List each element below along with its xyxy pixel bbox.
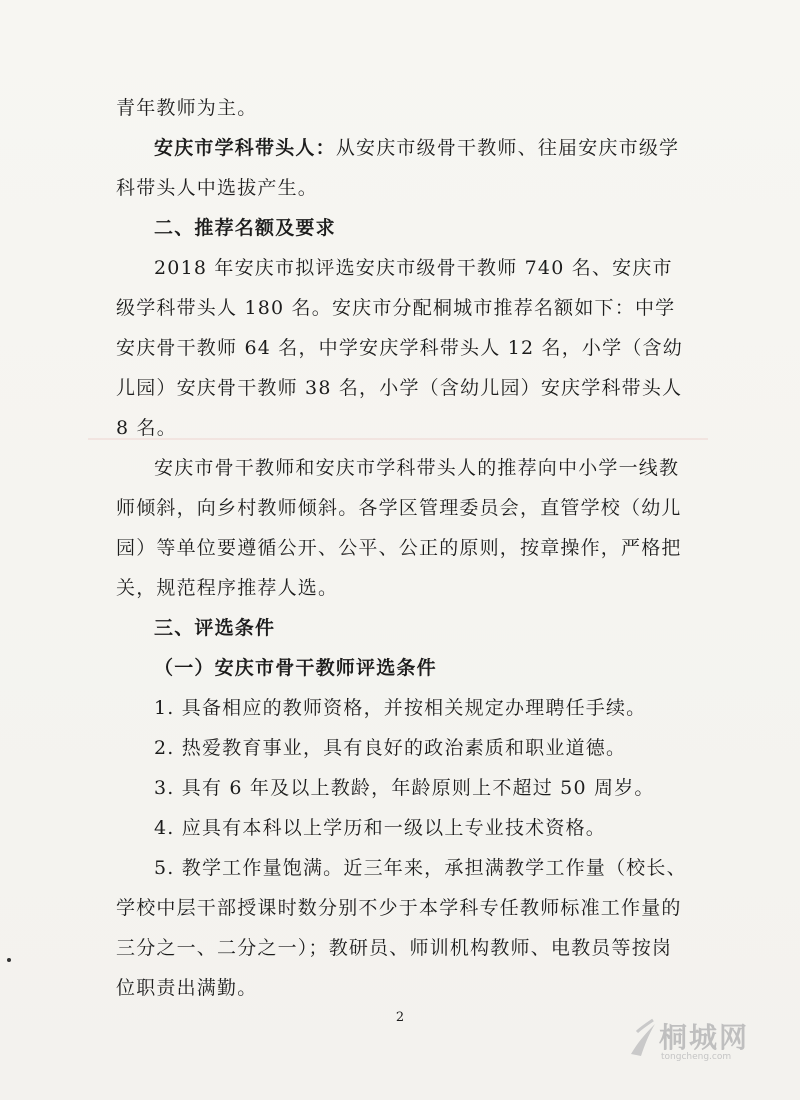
- paragraph-text: 从安庆市级骨干教师、往届安庆市级学科带头人中选拔产生。: [116, 137, 680, 199]
- paragraph: 2018 年安庆市拟评选安庆市级骨干教师 740 名、安庆市级学科带头人 180 名。安庆市分配桐城市推荐名额如下：中学安庆骨干教师 64 名，中学安庆学科带头人 12 名，小学（含幼儿园）安庆骨干教师 38 名，小学（含幼儿园）安庆学科带头人 8 名。: [116, 257, 683, 439]
- paragraph: [116, 128, 688, 208]
- logo-bird-icon: [627, 1014, 661, 1060]
- logo-wordmark: 桐城网: [659, 1021, 750, 1054]
- logo-domain: tongcheng.com: [661, 1052, 732, 1062]
- section-heading: 二、推荐名额及要求: [154, 217, 336, 239]
- subsection-heading: （一）安庆市骨干教师评选条件: [154, 657, 437, 679]
- scan-speck: [7, 958, 11, 962]
- list-item: 3. 具有 6 年及以上教龄，年龄原则上不超过 50 周岁。: [154, 777, 655, 799]
- document-body: [116, 88, 688, 1008]
- section-heading: 三、评选条件: [154, 617, 276, 639]
- paragraph: 安庆市骨干教师和安庆市学科带头人的推荐向中小学一线教师倾斜，向乡村教师倾斜。各学区管理委员会，直管学校（幼儿园）等单位要遵循公开、公平、公正的原则，按章操作，严格把关，规范程序推荐人选。: [116, 457, 682, 599]
- paragraph: 青年教师为主。: [116, 97, 258, 119]
- site-logo: [627, 1008, 772, 1066]
- paragraph-lead: 安庆市学科带头人：: [154, 137, 336, 159]
- list-item: 2. 热爱教育事业，具有良好的政治素质和职业道德。: [154, 737, 627, 759]
- page-number: 2: [395, 1010, 405, 1025]
- list-item: 1. 具备相应的教师资格，并按相关规定办理聘任手续。: [154, 697, 647, 719]
- list-item: 4. 应具有本科以上学历和一级以上专业技术资格。: [154, 817, 606, 839]
- list-item: 5. 教学工作量饱满。近三年来，承担满教学工作量（校长、学校中层干部授课时数分别不少于本学科专任教师标准工作量的三分之一、二分之一）；教研员、师训机构教师、电教员等按岗位职责出满勤。: [116, 857, 687, 999]
